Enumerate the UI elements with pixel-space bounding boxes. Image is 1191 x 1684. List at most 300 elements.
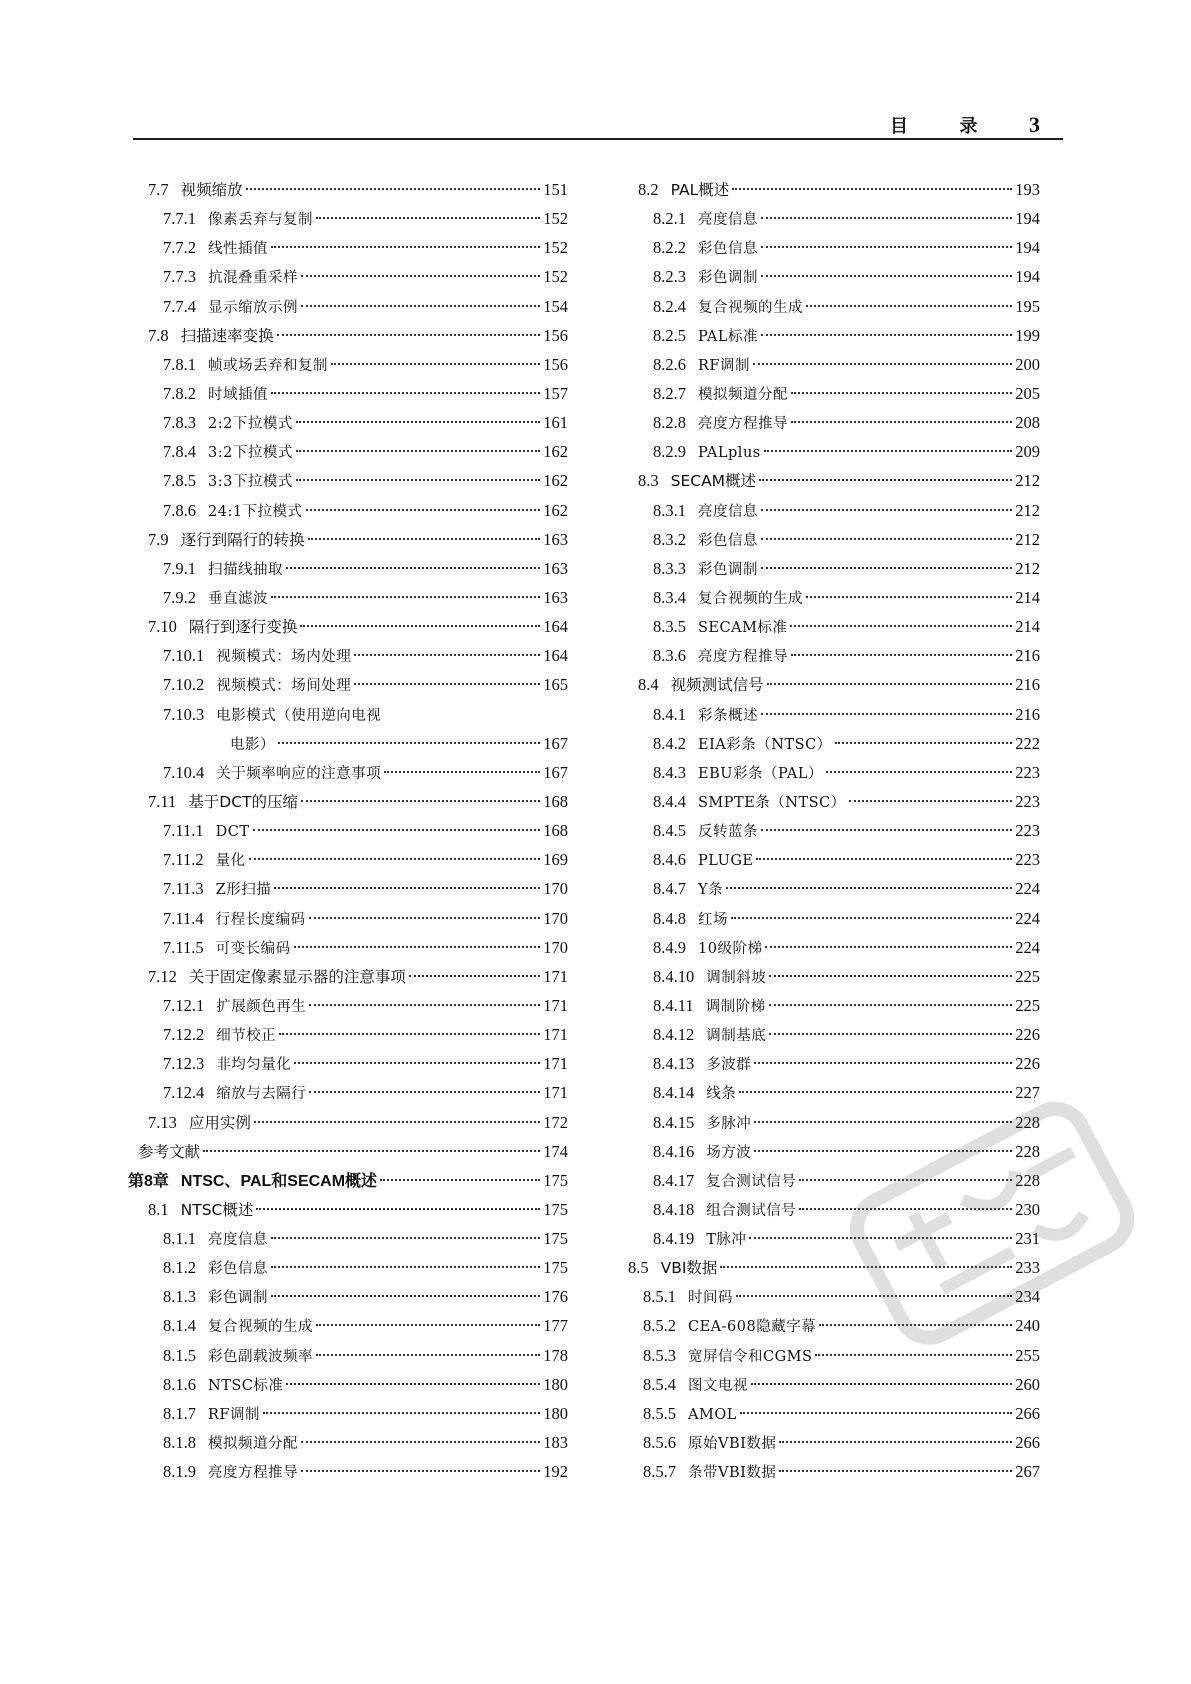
toc-entry-number: 7.9 — [148, 529, 169, 549]
toc-entry[interactable] — [128, 1195, 568, 1224]
toc-entry-title: 应用实例 — [188, 1113, 251, 1132]
toc-entry[interactable] — [128, 816, 568, 845]
toc-entry[interactable] — [628, 262, 1040, 291]
toc-entry-page: 151 — [543, 180, 568, 199]
toc-entry[interactable] — [128, 379, 568, 408]
toc-entry-number: 8.4.1 — [653, 704, 686, 724]
toc-entry-page: 226 — [1015, 1054, 1040, 1074]
toc-entry-number: 8.1.7 — [163, 1403, 196, 1423]
dot-leader — [764, 450, 1013, 452]
toc-entry-number: 7.7.4 — [163, 296, 196, 316]
toc-entry-page: 177 — [543, 1316, 568, 1336]
toc-entry[interactable] — [628, 408, 1040, 437]
toc-entry[interactable] — [128, 1108, 568, 1137]
toc-entry-title: 复合视频的生成 — [698, 590, 803, 607]
toc-entry-number: 8.4.17 — [653, 1170, 695, 1190]
toc-entry-number: 7.8 — [148, 325, 169, 345]
toc-entry-title: 可变长编码 — [215, 940, 291, 957]
toc-entry-page: 161 — [543, 413, 568, 433]
toc-entry-number: 8.4.6 — [653, 850, 686, 870]
toc-entry-number: 7.8.1 — [163, 354, 196, 374]
toc-entry[interactable] — [128, 292, 568, 321]
toc-entry-page: 194 — [1015, 238, 1040, 258]
toc-entry-number: 8.4.3 — [653, 762, 686, 782]
toc-entry[interactable] — [128, 612, 568, 641]
dot-leader — [309, 917, 541, 919]
toc-entry-page: 240 — [1015, 1316, 1040, 1336]
toc-entry[interactable] — [128, 1399, 568, 1428]
toc-entry[interactable] — [128, 1049, 568, 1078]
toc-entry-page: 175 — [543, 1199, 568, 1219]
toc-entry-page: 228 — [1015, 1141, 1040, 1161]
toc-entry-number: 8.2 — [638, 180, 659, 199]
toc-entry-number: 8.1.8 — [163, 1433, 196, 1453]
toc-entry-page: 163 — [543, 558, 568, 578]
toc-entry-number: 7.12.2 — [163, 1025, 205, 1045]
toc-entry-title: PAL概述 — [670, 181, 730, 199]
toc-entry-title: 彩色调制 — [208, 1290, 268, 1307]
toc-entry[interactable] — [628, 583, 1040, 612]
dot-leader — [849, 800, 1013, 802]
toc-entry[interactable] — [128, 1370, 568, 1399]
toc-entry-title: 隔行到逐行变换 — [188, 618, 298, 637]
toc-entry-page: 214 — [1015, 617, 1040, 637]
dot-leader — [256, 1208, 540, 1210]
toc-entry-number: 8.3.4 — [653, 587, 686, 607]
toc-entry[interactable] — [628, 466, 1040, 495]
dot-leader — [761, 713, 1012, 715]
toc-entry[interactable] — [628, 729, 1040, 758]
toc-entry-title: Z形扫描 — [215, 882, 272, 899]
toc-entry-page: 266 — [1015, 1403, 1040, 1423]
toc-entry-number: 8.5.6 — [643, 1433, 676, 1453]
dot-leader — [380, 1179, 540, 1181]
dot-leader — [278, 742, 540, 744]
toc-entry-number: 8.4.8 — [653, 908, 686, 928]
toc-entry-number: 8.2.2 — [653, 238, 686, 258]
toc-entry[interactable] — [128, 729, 568, 758]
toc-entry[interactable] — [128, 904, 568, 933]
toc-entry[interactable] — [128, 641, 568, 670]
dot-leader — [254, 1121, 540, 1123]
toc-entry-title: 复合视频的生成 — [698, 299, 803, 316]
toc-entry-title: 彩色调制 — [698, 561, 758, 578]
toc-entry-page: 216 — [1015, 704, 1040, 724]
toc-entry-page: 223 — [1015, 850, 1040, 870]
toc-entry[interactable] — [128, 1311, 568, 1340]
toc-entry-page: 222 — [1015, 733, 1040, 753]
header-label-lu: 录 — [959, 116, 978, 137]
toc-entry-number: 7.11.3 — [163, 879, 204, 899]
toc-entry-title: Y条 — [698, 882, 724, 899]
toc-entry[interactable] — [628, 175, 1040, 204]
toc-entry-title: 线性插值 — [208, 241, 268, 258]
toc-entry[interactable] — [628, 670, 1040, 699]
toc-entry-number: 8.4.14 — [653, 1083, 695, 1103]
running-header — [890, 112, 1040, 138]
toc-entry[interactable] — [128, 408, 568, 437]
dot-leader — [316, 1354, 540, 1356]
toc-entry-number: 8.3.6 — [653, 646, 686, 666]
toc-entry-title: 调制阶梯 — [705, 998, 766, 1015]
toc-entry[interactable] — [628, 933, 1040, 962]
toc-entry-title: NTSC概述 — [180, 1200, 254, 1219]
toc-entry-title: VBI数据 — [660, 1259, 718, 1278]
toc-entry-page: 175 — [543, 1258, 568, 1278]
toc-entry-number: 7.12.1 — [163, 995, 205, 1015]
toc-entry-page: 267 — [1015, 1462, 1040, 1482]
toc-entry[interactable] — [128, 175, 568, 204]
toc-entry[interactable] — [628, 641, 1040, 670]
dot-leader — [301, 275, 540, 277]
toc-entry[interactable] — [128, 1428, 568, 1457]
toc-entry-title: 彩色信息 — [698, 532, 758, 549]
toc-entry-page: 214 — [1015, 587, 1040, 607]
dot-leader — [301, 1441, 540, 1443]
toc-entry-page: 200 — [1015, 354, 1040, 374]
dot-leader — [761, 567, 1012, 569]
toc-entry-title: RF调制 — [698, 357, 750, 374]
dot-leader — [296, 450, 540, 452]
dot-leader — [271, 1266, 540, 1268]
toc-entry-page: 231 — [1015, 1229, 1040, 1249]
toc-entry[interactable] — [128, 991, 568, 1020]
toc-entry[interactable] — [128, 1341, 568, 1370]
toc-entry[interactable] — [628, 845, 1040, 874]
dot-leader — [753, 363, 1012, 365]
dot-leader — [751, 1383, 1012, 1385]
toc-entry[interactable] — [128, 1253, 568, 1282]
toc-entry-page: 169 — [543, 850, 568, 870]
toc-entry-number: 8.4.10 — [653, 966, 695, 986]
toc-entry-number: 8.4.5 — [653, 821, 686, 841]
dot-leader — [765, 946, 1012, 948]
toc-entry-page: 193 — [1015, 180, 1040, 199]
toc-entry-number: 7.9.2 — [163, 587, 196, 607]
toc-entry-number: 8.1.4 — [163, 1316, 196, 1336]
toc-entry-title: DCT — [215, 824, 250, 841]
toc-entry[interactable] — [628, 991, 1040, 1020]
toc-entry-page: 162 — [543, 471, 568, 491]
dot-leader — [286, 567, 540, 569]
toc-entry-number: 8.1.1 — [163, 1229, 196, 1249]
toc-entry-page: 175 — [543, 1229, 568, 1249]
toc-entry-title: 场方波 — [706, 1144, 752, 1161]
header-label-mu: 目 — [890, 116, 908, 137]
dot-leader — [309, 1004, 540, 1006]
toc-entry-title: 亮度信息 — [208, 1232, 268, 1249]
toc-entry-title: 基于DCT的压缩 — [188, 792, 298, 811]
toc-entry-title: 图文电视 — [688, 1377, 748, 1394]
toc-entry-page: 209 — [1015, 442, 1040, 462]
toc-entry-number: 7.8.5 — [163, 471, 196, 491]
watermark-stamp — [830, 1080, 1150, 1380]
toc-entry-title: SECAM概述 — [670, 472, 757, 491]
toc-entry[interactable] — [628, 904, 1040, 933]
toc-entry[interactable] — [628, 350, 1040, 379]
toc-entry-page: 216 — [1015, 675, 1040, 695]
toc-entry-title: 参考文献 — [138, 1142, 201, 1161]
toc-entry[interactable] — [128, 554, 568, 583]
toc-entry[interactable] — [128, 262, 568, 291]
toc-entry[interactable] — [128, 525, 568, 554]
toc-entry-page: 152 — [543, 238, 568, 258]
toc-entry[interactable] — [628, 612, 1040, 641]
toc-entry-number: 7.7.2 — [163, 238, 196, 258]
toc-entry[interactable] — [128, 933, 568, 962]
toc-entry-number: 7.10.1 — [163, 646, 205, 666]
toc-entry[interactable] — [128, 233, 568, 262]
toc-entry[interactable] — [628, 525, 1040, 554]
toc-entry[interactable] — [128, 962, 568, 991]
toc-entry[interactable] — [128, 437, 568, 466]
toc-entry-page: 234 — [1015, 1287, 1040, 1307]
toc-entry-number: 8.5.1 — [643, 1287, 676, 1307]
toc-entry[interactable] — [628, 758, 1040, 787]
toc-entry[interactable] — [128, 700, 568, 729]
toc-entry-title: AMOL — [688, 1406, 737, 1423]
toc-entry-page: 205 — [1015, 383, 1040, 403]
toc-entry-page: 168 — [543, 821, 568, 841]
toc-entry-page: 223 — [1015, 821, 1040, 841]
toc-entry-title: 视频缩放 — [180, 181, 243, 199]
toc-entry[interactable] — [128, 670, 568, 699]
toc-entry[interactable] — [128, 350, 568, 379]
toc-entry[interactable] — [628, 292, 1040, 321]
toc-entry-title: 电影模式（使用逆向电视 — [216, 707, 382, 724]
toc-entry-page: 171 — [543, 1054, 568, 1074]
toc-entry-title: 电影） — [230, 736, 275, 753]
toc-entry-number: 8.4.13 — [653, 1054, 695, 1074]
toc-entry-title: 时域插值 — [208, 386, 268, 403]
dot-leader — [274, 887, 540, 889]
toc-entry[interactable] — [628, 554, 1040, 583]
toc-entry-title: T脉冲 — [706, 1232, 747, 1249]
toc-entry-number: 7.11 — [148, 791, 177, 811]
toc-entry-number: 7.12.4 — [163, 1083, 205, 1103]
toc-entry[interactable] — [628, 379, 1040, 408]
toc-entry[interactable] — [128, 1282, 568, 1311]
toc-entry[interactable] — [628, 1049, 1040, 1078]
toc-entry-number: 8.2.3 — [653, 267, 686, 287]
toc-entry-page: 157 — [543, 383, 568, 403]
toc-entry-number: 7.9.1 — [163, 558, 196, 578]
dot-leader — [756, 858, 1012, 860]
toc-entry-number: 8.5 — [628, 1258, 649, 1278]
toc-left-column — [128, 175, 568, 1486]
toc-entry-title: 3:2下拉模式 — [208, 445, 293, 462]
toc-entry-page: 260 — [1015, 1374, 1040, 1394]
toc-entry-number: 8.5.5 — [643, 1403, 676, 1423]
dot-leader — [826, 771, 1012, 773]
header-page-number: 3 — [1029, 112, 1040, 137]
toc-entry-number: 7.10 — [148, 617, 177, 637]
toc-entry-page: 163 — [543, 529, 568, 549]
dot-leader — [769, 1004, 1013, 1006]
toc-entry[interactable] — [628, 1399, 1040, 1428]
toc-entry-number: 7.11.2 — [163, 850, 204, 870]
toc-entry-title: RF调制 — [208, 1406, 260, 1423]
toc-entry[interactable] — [628, 437, 1040, 466]
toc-entry-number: 8.4.4 — [653, 791, 686, 811]
toc-entry-number: 7.12.3 — [163, 1054, 205, 1074]
toc-entry-title: PALplus — [698, 445, 761, 462]
toc-entry-number: 8.2.6 — [653, 354, 686, 374]
toc-entry-page: 168 — [543, 791, 568, 811]
toc-entry-number: 7.7.3 — [163, 267, 196, 287]
dot-leader — [761, 538, 1012, 540]
toc-entry[interactable] — [628, 496, 1040, 525]
toc-entry-number: 8.2.1 — [653, 209, 686, 229]
toc-entry-number: 7.8.6 — [163, 500, 196, 520]
toc-entry-number: 8.2.4 — [653, 296, 686, 316]
toc-entry[interactable] — [128, 787, 568, 816]
dot-leader — [806, 596, 1012, 598]
dot-leader — [761, 246, 1012, 248]
toc-entry[interactable] — [628, 1020, 1040, 1049]
toc-entry-page: 164 — [543, 646, 568, 666]
toc-entry-page: 194 — [1015, 267, 1040, 287]
toc-entry-page: 226 — [1015, 1025, 1040, 1045]
toc-entry-page: 255 — [1015, 1345, 1040, 1365]
toc-entry[interactable] — [128, 1457, 568, 1486]
toc-entry-page: 178 — [543, 1345, 568, 1365]
toc-entry-title: 细节校正 — [216, 1028, 277, 1045]
dot-leader — [263, 1412, 540, 1414]
toc-entry-number: 8.2.8 — [653, 413, 686, 433]
toc-entry-number: 7.7 — [148, 180, 169, 199]
dot-leader — [249, 858, 541, 860]
toc-entry-title: 亮度方程推导 — [698, 649, 788, 666]
toc-entry-page: 170 — [543, 937, 568, 957]
dot-leader — [309, 1091, 540, 1093]
toc-entry[interactable] — [628, 1457, 1040, 1486]
toc-entry-number: 7.12 — [148, 966, 177, 986]
toc-entry-page: 212 — [1015, 471, 1040, 491]
dot-leader — [316, 1324, 540, 1326]
dot-leader — [271, 246, 540, 248]
dot-leader — [731, 917, 1012, 919]
dot-leader — [740, 1412, 1012, 1414]
toc-entry[interactable] — [628, 321, 1040, 350]
toc-entry-page: 224 — [1015, 937, 1040, 957]
toc-entry-title: 调制斜坡 — [706, 969, 767, 986]
toc-entry-number: 8.4.7 — [653, 879, 686, 899]
dot-leader — [791, 654, 1012, 656]
toc-entry[interactable] — [128, 874, 568, 903]
toc-entry-number: 8.2.5 — [653, 325, 686, 345]
toc-entry-page: 194 — [1015, 209, 1040, 229]
toc-entry[interactable] — [128, 321, 568, 350]
toc-entry-page: 266 — [1015, 1433, 1040, 1453]
toc-entry[interactable] — [628, 1428, 1040, 1457]
toc-entry-page: 183 — [543, 1433, 568, 1453]
toc-entry-number: 8.5.2 — [643, 1316, 676, 1336]
toc-entry-page: 225 — [1015, 995, 1040, 1015]
toc-entry-title: 扫描线抽取 — [208, 561, 283, 578]
dot-leader — [294, 1062, 540, 1064]
toc-entry-title: 2:2下拉模式 — [208, 416, 293, 433]
dot-leader — [316, 217, 540, 219]
toc-entry-number: 8.1.9 — [163, 1462, 196, 1482]
toc-entry-page: 212 — [1015, 558, 1040, 578]
dot-leader — [301, 305, 540, 307]
toc-entry[interactable] — [628, 962, 1040, 991]
toc-entry-title: 调制基底 — [706, 1028, 767, 1045]
toc-entry[interactable] — [128, 845, 568, 874]
toc-entry[interactable] — [128, 1166, 568, 1195]
toc-entry-number: 8.2.7 — [653, 383, 686, 403]
toc-entry-title: PLUGE — [698, 853, 754, 870]
toc-entry-number: 8.5.7 — [643, 1462, 676, 1482]
toc-entry[interactable] — [628, 874, 1040, 903]
dot-leader — [253, 829, 541, 831]
toc-entry-title: 彩条概述 — [698, 707, 758, 724]
toc-entry[interactable] — [628, 700, 1040, 729]
toc-entry-page: 230 — [1015, 1199, 1040, 1219]
toc-entry-title: 垂直滤波 — [208, 590, 268, 607]
toc-entry-title: 亮度方程推导 — [698, 416, 788, 433]
toc-entry-page: 156 — [543, 325, 568, 345]
toc-entry[interactable] — [128, 466, 568, 495]
toc-entry-page: 176 — [543, 1287, 568, 1307]
toc-entry-page: 152 — [543, 209, 568, 229]
toc-entry-number: 8.4.11 — [653, 995, 694, 1015]
dot-leader — [331, 363, 540, 365]
dot-leader — [806, 305, 1012, 307]
toc-entry-title: 非均匀量化 — [216, 1057, 292, 1074]
toc-entry-number: 8.3.5 — [653, 617, 686, 637]
toc-entry-number: 8.3 — [638, 471, 659, 491]
toc-entry-number: 7.10.3 — [163, 704, 205, 724]
dot-leader — [300, 625, 540, 627]
toc-entry[interactable] — [628, 816, 1040, 845]
toc-entry-title: 彩色副载波频率 — [208, 1348, 313, 1365]
toc-entry-number: 8.1 — [148, 1199, 169, 1219]
toc-entry-title: 行程长度编码 — [215, 911, 306, 928]
toc-entry-number: 8.3.3 — [653, 558, 686, 578]
toc-entry-page: 216 — [1015, 646, 1040, 666]
toc-entry[interactable] — [128, 583, 568, 612]
toc-entry-title: 线条 — [706, 1086, 737, 1103]
toc-entry-title: 量化 — [215, 853, 246, 870]
dot-leader — [769, 975, 1012, 977]
toc-entry[interactable] — [628, 787, 1040, 816]
dot-leader — [354, 683, 540, 685]
toc-entry-title: 帧或场丢弃和复制 — [208, 357, 328, 374]
toc-entry-title: 模拟频道分配 — [698, 386, 788, 403]
toc-entry[interactable] — [128, 758, 568, 787]
toc-entry-number: 7.10.2 — [163, 675, 205, 695]
toc-entry-title: 像素丢弃与复制 — [208, 212, 313, 229]
toc-entry[interactable] — [128, 204, 568, 233]
toc-entry-title: NTSC、PAL和SECAM概述 — [180, 1172, 378, 1190]
toc-entry[interactable] — [128, 1020, 568, 1049]
toc-entry-title: 宽屏信令和CGMS — [688, 1348, 813, 1365]
dot-leader — [277, 334, 541, 336]
toc-entry[interactable] — [128, 496, 568, 525]
toc-entry-page: 152 — [543, 267, 568, 287]
toc-entry[interactable] — [128, 1078, 568, 1107]
toc-entry[interactable] — [628, 233, 1040, 262]
toc-entry[interactable] — [628, 204, 1040, 233]
toc-entry[interactable] — [128, 1224, 568, 1253]
dot-leader — [286, 1383, 540, 1385]
toc-entry-number: 8.1.6 — [163, 1374, 196, 1394]
toc-entry[interactable] — [128, 1137, 568, 1166]
toc-entry-title: 显示缩放示例 — [208, 299, 298, 316]
dot-leader — [306, 509, 541, 511]
